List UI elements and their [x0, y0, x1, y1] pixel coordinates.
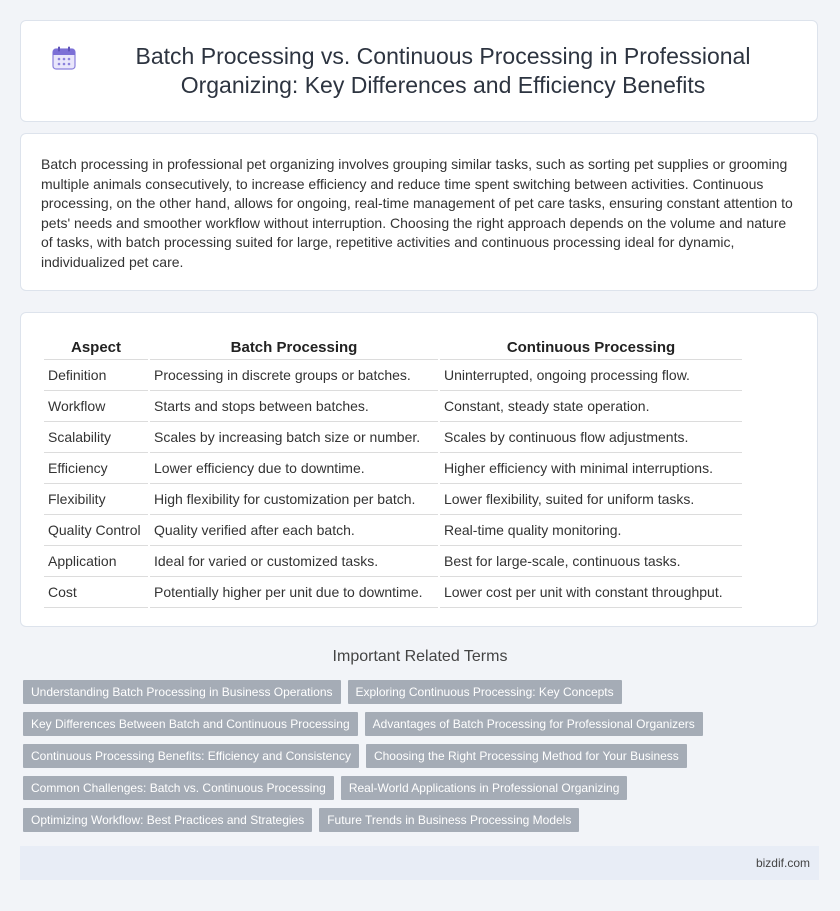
header-batch: Batch Processing	[150, 333, 438, 360]
page-title: Batch Processing vs. Continuous Processing in Professional Organizing: Key Differences and Efficiency Benefits	[135, 43, 751, 98]
row-aspect: Cost	[44, 577, 148, 608]
row-batch: Scales by increasing batch size or number.	[150, 422, 438, 453]
related-terms-title: Important Related Terms	[332, 648, 508, 665]
footer	[20, 846, 819, 880]
table-row	[44, 515, 742, 546]
row-aspect: Quality Control	[44, 515, 148, 546]
row-aspect: Flexibility	[44, 484, 148, 515]
related-term-link[interactable]: Continuous Processing Benefits: Efficiency and Consistency	[23, 744, 359, 768]
row-continuous: Scales by continuous flow adjustments.	[440, 422, 742, 453]
related-term-link[interactable]: Advantages of Batch Processing for Professional Organizers	[365, 712, 703, 736]
header-continuous: Continuous Processing	[440, 333, 742, 360]
row-batch: Processing in discrete groups or batches.	[150, 360, 438, 391]
header-card	[20, 20, 818, 122]
intro-paragraph: Batch processing in professional pet organizing involves grouping similar tasks, such as sorting pet supplies or grooming multiple animals consecutively, to increase efficiency and reduce time spent switching between activities. Continuous processing, on the other hand, allows for ongoing, real-time management of pet care tasks, ensuring constant attention to pets' needs and smoother workflow without interruption. Choosing the right approach depends on the volume and nature of tasks, with batch processing suited for large, repetitive activities and continuous processing ideal for dynamic, individualized pet care.	[41, 156, 793, 270]
table-row	[44, 484, 742, 515]
row-continuous: Best for large-scale, continuous tasks.	[440, 546, 742, 577]
row-aspect: Scalability	[44, 422, 148, 453]
row-continuous: Real-time quality monitoring.	[440, 515, 742, 546]
related-term-link[interactable]: Real-World Applications in Professional Organizing	[341, 776, 628, 800]
row-continuous: Lower flexibility, suited for uniform tasks.	[440, 484, 742, 515]
row-continuous: Lower cost per unit with constant throughput.	[440, 577, 742, 608]
table-row	[44, 546, 742, 577]
related-term-link[interactable]: Future Trends in Business Processing Models	[319, 808, 579, 832]
comparison-table-card	[20, 312, 818, 627]
row-batch: Potentially higher per unit due to downtime.	[150, 577, 438, 608]
row-batch: Quality verified after each batch.	[150, 515, 438, 546]
comparison-table	[42, 333, 744, 608]
table-row	[44, 577, 742, 608]
row-aspect: Application	[44, 546, 148, 577]
row-aspect: Workflow	[44, 391, 148, 422]
calendar-icon	[51, 45, 77, 71]
header-aspect: Aspect	[44, 333, 148, 360]
related-terms-list	[23, 680, 813, 840]
related-term-link[interactable]: Choosing the Right Processing Method for Your Business	[366, 744, 687, 768]
row-batch: High flexibility for customization per batch.	[150, 484, 438, 515]
table-header-row	[44, 333, 742, 360]
related-term-link[interactable]: Key Differences Between Batch and Continuous Processing	[23, 712, 358, 736]
table-row	[44, 360, 742, 391]
row-aspect: Efficiency	[44, 453, 148, 484]
footer-site-link[interactable]: bizdif.com	[755, 856, 810, 870]
table-row	[44, 422, 742, 453]
row-batch: Ideal for varied or customized tasks.	[150, 546, 438, 577]
related-term-link[interactable]: Common Challenges: Batch vs. Continuous Processing	[23, 776, 334, 800]
row-continuous: Constant, steady state operation.	[440, 391, 742, 422]
row-continuous: Higher efficiency with minimal interruptions.	[440, 453, 742, 484]
related-term-link[interactable]: Understanding Batch Processing in Business Operations	[23, 680, 341, 704]
row-continuous: Uninterrupted, ongoing processing flow.	[440, 360, 742, 391]
related-term-link[interactable]: Optimizing Workflow: Best Practices and Strategies	[23, 808, 312, 832]
table-row	[44, 453, 742, 484]
table-row	[44, 391, 742, 422]
row-batch: Starts and stops between batches.	[150, 391, 438, 422]
row-aspect: Definition	[44, 360, 148, 391]
related-term-link[interactable]: Exploring Continuous Processing: Key Concepts	[348, 680, 622, 704]
row-batch: Lower efficiency due to downtime.	[150, 453, 438, 484]
intro-card	[20, 133, 818, 291]
